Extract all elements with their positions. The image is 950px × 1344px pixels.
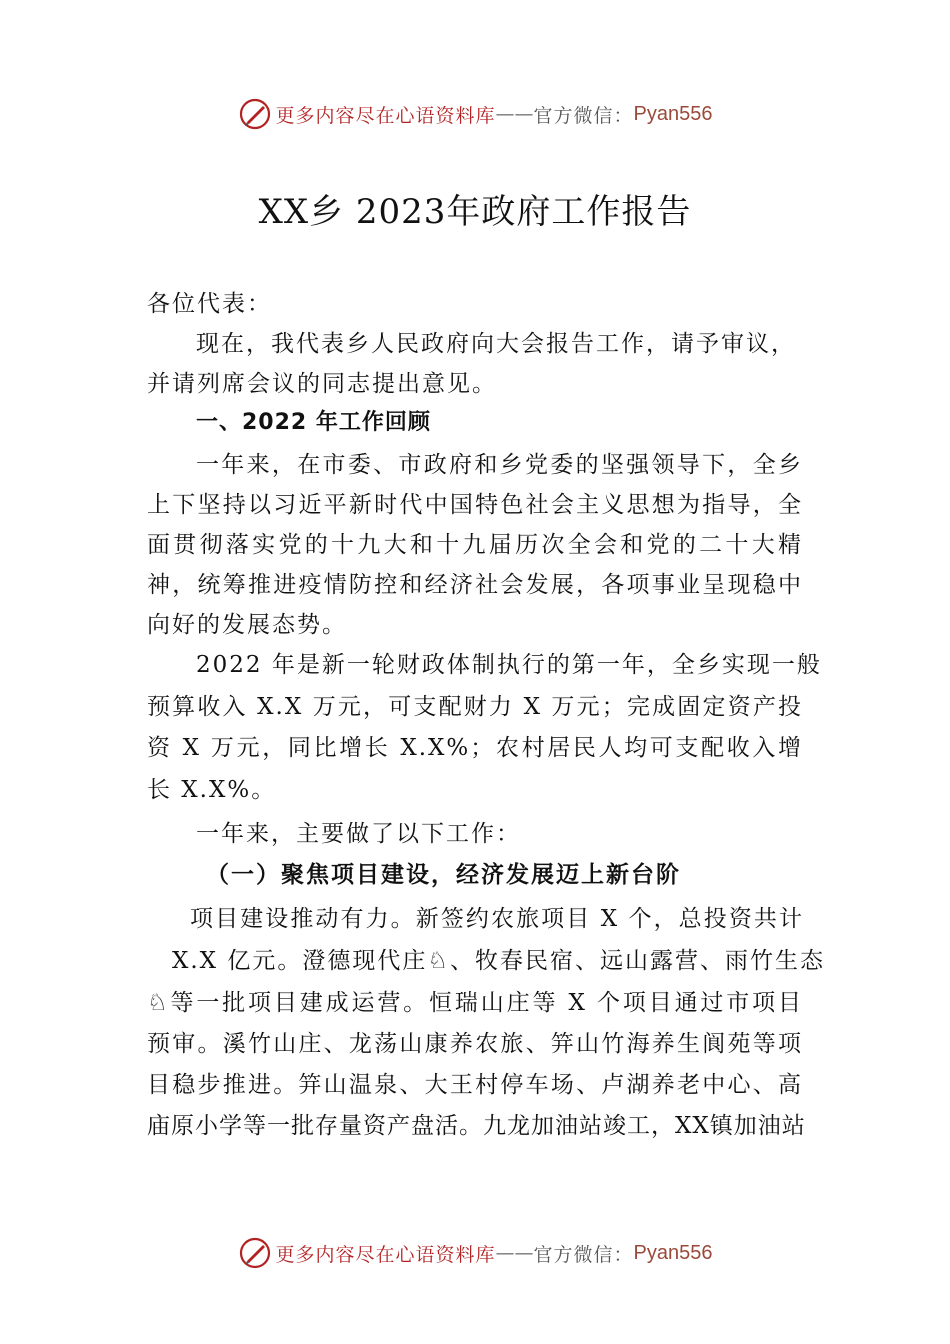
pen-logo-icon: [238, 1236, 272, 1270]
text-line: 资 X 万元，同比增长 X.X%；农村居民人均可支配收入增: [147, 735, 803, 761]
text-line: 项目建设推动有力。新签约农旅项目 X 个，总投资共计: [190, 906, 804, 932]
text-line: 一年来，主要做了以下工作：: [196, 821, 521, 847]
text-line: 上下坚持以习近平新时代中国特色社会主义思想为指导，全: [147, 492, 803, 518]
text-line: 神，统筹推进疫情防控和经济社会发展，各项事业呈现稳中: [147, 572, 803, 598]
text-line: 一年来，在市委、市政府和乡党委的坚强领导下，全乡: [196, 452, 803, 478]
banner-text: 更多内容尽在心语资料库: [275, 104, 496, 127]
watermark-banner-top: [0, 94, 950, 134]
text-line: 2022 年是新一轮财政体制执行的第一年，全乡实现一般: [196, 652, 822, 678]
text-line: 现在，我代表乡人民政府向大会报告工作，请予审议，: [196, 331, 796, 357]
subsection-heading: （一）聚焦项目建设，经济发展迈上新台阶: [206, 861, 681, 888]
text-line: 并请列席会议的同志提出意见。: [147, 371, 497, 397]
watermark-banner-bottom: [0, 1233, 950, 1273]
text-line: ♘等一批项目建成运营。恒瑞山庄等 X 个项目通过市项目: [147, 990, 803, 1016]
banner-wechat-id: Pyan556: [633, 102, 713, 125]
banner-wechat-id: Pyan556: [633, 1241, 713, 1264]
text-line: 向好的发展态势。: [147, 612, 347, 638]
text-line: 庙原小学等一批存量资产盘活。九龙加油站竣工，XX镇加油站: [147, 1113, 806, 1139]
banner-wechat-label: 官方微信：: [533, 1243, 634, 1266]
text-line: X.X 亿元。澄德现代庄♘、牧春民宿、远山露营、雨竹生态: [172, 948, 825, 974]
banner-dash: ——: [495, 1242, 534, 1264]
pen-logo-icon: [238, 97, 272, 131]
section-heading: 一、2022 年工作回顾: [196, 410, 431, 435]
text-line: 长 X.X%。: [147, 777, 277, 803]
text-line: 目稳步推进。笄山温泉、大王村停车场、卢湖养老中心、高: [147, 1072, 803, 1098]
text-line: 预算收入 X.X 万元，可支配财力 X 万元；完成固定资产投: [147, 694, 803, 720]
banner-dash: ——: [495, 103, 534, 125]
text-line: 各位代表：: [147, 291, 272, 317]
banner-text: 更多内容尽在心语资料库: [275, 1243, 496, 1266]
text-line: 预审。溪竹山庄、龙荡山康养农旅、笄山竹海养生阆苑等项: [147, 1031, 803, 1057]
banner-wechat-label: 官方微信：: [533, 104, 634, 127]
text-line: 面贯彻落实党的十九大和十九届历次全会和党的二十大精: [147, 532, 803, 558]
document-title: XX乡 2023年政府工作报告: [258, 192, 692, 232]
